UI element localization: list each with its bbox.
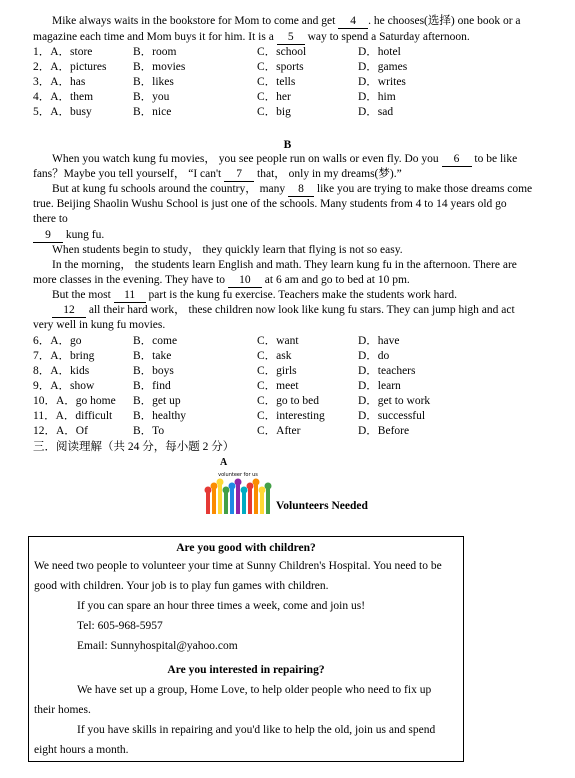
passage-b-p7: When students begin to study， they quickly learn that flying is not so easy. xyxy=(52,244,403,256)
option-choice: B．take xyxy=(133,350,172,362)
option-choice: 9．A．show xyxy=(33,380,95,392)
logo-text: volunteer for us xyxy=(218,472,258,478)
hand-arm xyxy=(224,490,228,514)
hand-palm xyxy=(229,483,236,490)
blank-6: 6 xyxy=(442,152,472,167)
option-choice: 12．A．Of xyxy=(33,425,88,437)
option-row xyxy=(33,394,553,408)
section-3-heading: 三．阅读理解（共 24 分，每小题 2 分） xyxy=(33,441,235,453)
notice-tel: Tel: 605-968-5957 xyxy=(77,620,163,632)
option-choice: D．successful xyxy=(358,410,426,422)
option-choice: B．To xyxy=(133,425,165,437)
blank-9: 9 xyxy=(33,228,63,243)
volunteer-logo xyxy=(202,470,274,514)
option-row xyxy=(33,105,553,119)
option-row xyxy=(33,424,553,438)
notice-line-8: If you have skills in repairing and you'd like to help the old, join us and spend xyxy=(77,724,436,736)
option-choice: 6．A．go xyxy=(33,335,82,347)
option-choice: B．movies xyxy=(133,61,186,73)
option-choice: C．ask xyxy=(257,350,292,362)
notice-email: Email: Sunnyhospital@yahoo.com xyxy=(77,640,238,652)
notice-line-9: eight hours a month. xyxy=(34,744,129,756)
option-choice: B．find xyxy=(133,380,171,392)
option-row xyxy=(33,334,553,348)
hand-arm xyxy=(230,486,234,514)
hand-arm xyxy=(212,486,216,514)
option-choice: C．After xyxy=(257,425,301,437)
notice-heading-children: Are you good with children? xyxy=(176,542,316,554)
hand-arm xyxy=(260,490,264,514)
option-choice: 2．A．pictures xyxy=(33,61,107,73)
option-choice: 8．A．kids xyxy=(33,365,90,377)
hand-palm xyxy=(265,483,272,490)
option-choice: C．school xyxy=(257,46,307,58)
option-choice: C．meet xyxy=(257,380,299,392)
volunteers-needed-title: Volunteers Needed xyxy=(276,500,368,512)
option-row xyxy=(33,60,553,74)
option-choice: C．sports xyxy=(257,61,304,73)
blank-10: 10 xyxy=(228,273,262,288)
passage-b-p12: very well in kung fu movies. xyxy=(33,319,166,331)
option-choice: B．room xyxy=(133,46,177,58)
hand-palm xyxy=(241,487,248,494)
option-choice: D．Before xyxy=(358,425,410,437)
option-choice: D．do xyxy=(358,350,390,362)
option-choice: 3．A．has xyxy=(33,76,86,88)
option-choice: 4．A．them xyxy=(33,91,94,103)
hand-palm xyxy=(205,487,212,494)
option-choice: D．writes xyxy=(358,76,406,88)
notice-line-3: If you can spare an hour three times a week, come and join us! xyxy=(77,600,366,612)
notice-heading-repairing: Are you interested in repairing? xyxy=(167,664,325,676)
hand-arm xyxy=(266,486,270,514)
passage-b-p8: In the morning， the students learn English and math. They learn kung fu in the afternoon. There are xyxy=(52,259,517,271)
hand-palm xyxy=(223,487,230,494)
passage-b-p4: true. Beijing Shaolin Wushu School is just one of the schools. Many students from 4 to 14 years old go xyxy=(33,198,507,210)
hand-palm xyxy=(253,479,260,486)
notice-line-2: good with children. Your job is to play fun games with children. xyxy=(34,580,329,592)
blank-4: 4 xyxy=(338,14,368,29)
blank-11: 11 xyxy=(114,288,146,303)
hand-palm xyxy=(247,483,254,490)
option-row xyxy=(33,45,553,59)
hand-arm xyxy=(248,486,252,514)
option-choice: B．likes xyxy=(133,76,174,88)
hand-palm xyxy=(217,479,224,486)
option-choice: D．teachers xyxy=(358,365,416,377)
option-choice: B．get up xyxy=(133,395,181,407)
passage-b-p6: 9 kung fu. xyxy=(33,228,104,243)
passage-b-p1: When you watch kung fu movies， you see people run on walls or even fly. Do you 6 to be like xyxy=(52,153,518,165)
option-choice: B．nice xyxy=(133,106,172,118)
hand-arm xyxy=(254,482,258,514)
blank-7: 7 xyxy=(224,167,254,182)
option-choice: 7．A．bring xyxy=(33,350,95,362)
option-choice: 11．A．difficult xyxy=(33,410,113,422)
option-choice: D．hotel xyxy=(358,46,401,58)
blank-5: 5 xyxy=(277,30,305,45)
passage-b-p3: But at kung fu schools around the country， many 8 like you are trying to make those dreams come xyxy=(52,183,533,195)
hand-palm xyxy=(211,483,218,490)
option-choice: B．healthy xyxy=(133,410,187,422)
option-choice: B．come xyxy=(133,335,178,347)
option-choice: 10．A．go home xyxy=(33,395,116,407)
notice-line-7: their homes. xyxy=(34,704,91,716)
notice-box xyxy=(28,536,464,762)
option-choice: C．her xyxy=(257,91,291,103)
option-choice: D．sad xyxy=(358,106,394,118)
option-choice: C．go to bed xyxy=(257,395,319,407)
passage-a-line1: Mike always waits in the bookstore for Mom to come and get 4 . he chooses(选择) one book or a xyxy=(52,15,521,27)
option-row xyxy=(33,379,553,393)
option-choice: C．girls xyxy=(257,365,297,377)
hand-arm xyxy=(206,490,210,514)
option-choice: D．him xyxy=(358,91,396,103)
option-choice: B．boys xyxy=(133,365,174,377)
hand-palm xyxy=(259,487,266,494)
hand-palm xyxy=(235,479,242,486)
option-choice: D．get to work xyxy=(358,395,431,407)
volunteer-hands-icon xyxy=(202,470,274,514)
option-choice: D．games xyxy=(358,61,408,73)
option-choice: D．learn xyxy=(358,380,401,392)
blank-8: 8 xyxy=(288,182,314,197)
option-choice: C．want xyxy=(257,335,299,347)
notice-line-1: We need two people to volunteer your time at Sunny Children's Hospital. You need to be xyxy=(34,560,442,572)
option-row xyxy=(33,75,553,89)
option-row xyxy=(33,364,553,378)
passage-a-line2: magazine each time and Mom buys it for him. It is a 5 way to spend a Saturday afternoon. xyxy=(33,31,470,43)
option-choice: 1．A．store xyxy=(33,46,93,58)
passage-b-p10: But the most 11 part is the kung fu exercise. Teachers make the students work hard. xyxy=(52,289,457,301)
option-row xyxy=(33,409,553,423)
reading-a-label: A xyxy=(220,457,228,468)
option-choice: C．tells xyxy=(257,76,296,88)
section-b-title: B xyxy=(283,139,292,151)
passage-b-p9: more classes in the evening. They have to 10 at 6 am and go to bed at 10 pm. xyxy=(33,274,410,286)
notice-line-6: We have set up a group, Home Love, to help older people who need to fix up xyxy=(77,684,432,696)
option-row xyxy=(33,349,553,363)
hand-arm xyxy=(218,482,222,514)
option-choice: 5．A．busy xyxy=(33,106,92,118)
hand-arm xyxy=(242,490,246,514)
blank-12: 12 xyxy=(52,303,86,318)
option-choice: D．have xyxy=(358,335,400,347)
option-row xyxy=(33,90,553,104)
hand-arm xyxy=(236,482,240,514)
passage-b-p11: 12 all their hard work， these children now look like kung fu stars. They can jump high and act xyxy=(52,303,515,318)
option-choice: B．you xyxy=(133,91,170,103)
option-choice: C．big xyxy=(257,106,291,118)
option-choice: C．interesting xyxy=(257,410,325,422)
passage-b-p5: there to xyxy=(33,213,68,225)
passage-b-p2: fans？Maybe you tell yourself， “I can't 7 that， only in my dreams(梦).” xyxy=(33,168,402,180)
